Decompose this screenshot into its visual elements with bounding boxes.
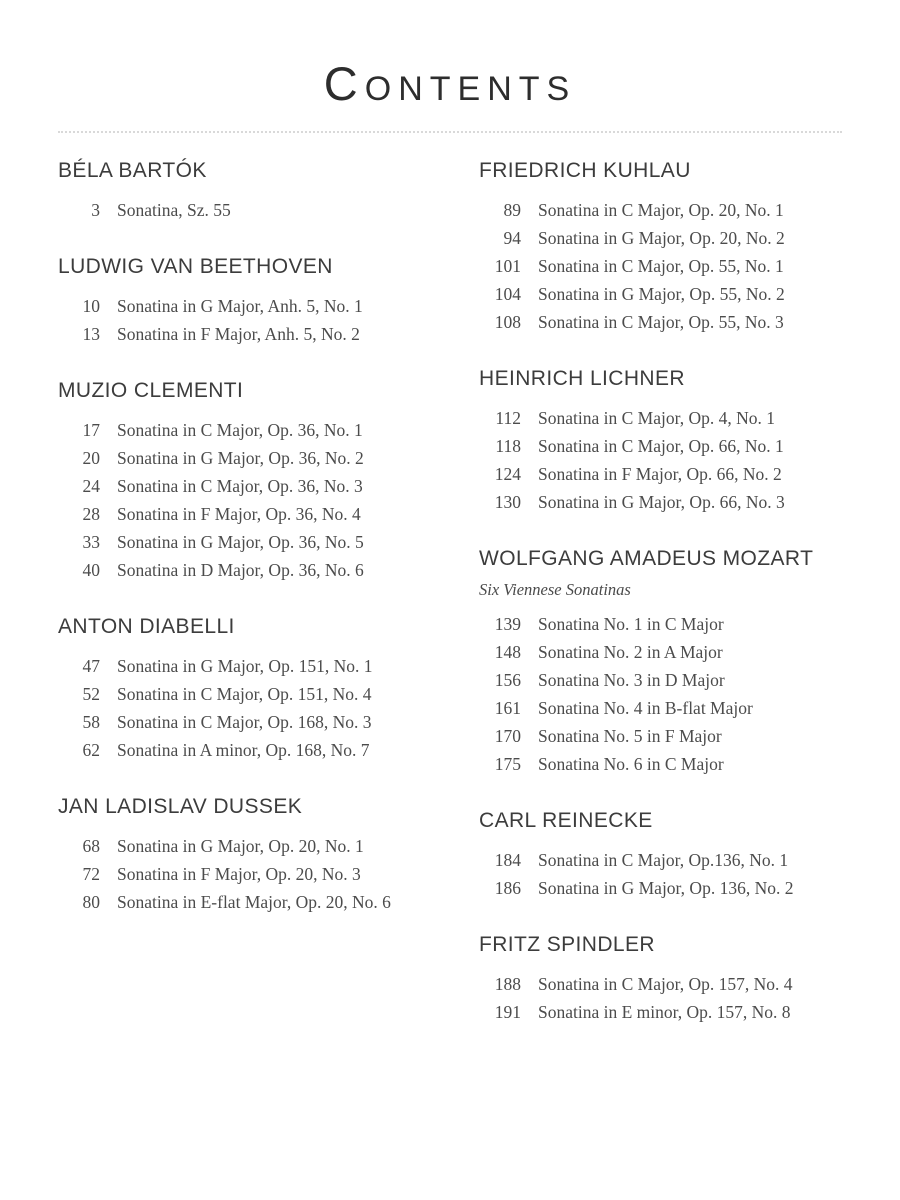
entry-title: Sonatina in E-flat Major, Op. 20, No. 6 bbox=[117, 892, 391, 912]
entry-page-number: 118 bbox=[495, 436, 521, 456]
entry-title: Sonatina in C Major, Op. 36, No. 1 bbox=[117, 420, 363, 440]
entry-title: Sonatina in F Major, Anh. 5, No. 2 bbox=[117, 324, 360, 344]
composer-section-beethoven bbox=[58, 255, 433, 348]
composer-section-spindler bbox=[479, 933, 842, 1026]
toc-entry bbox=[479, 196, 842, 224]
entry-title: Sonatina in F Major, Op. 66, No. 2 bbox=[538, 464, 782, 484]
composer-section-clementi bbox=[58, 379, 433, 584]
entry-page-number: 130 bbox=[494, 492, 521, 512]
toc-entry bbox=[58, 320, 433, 348]
entry-page-number: 108 bbox=[494, 312, 521, 332]
toc-entry bbox=[479, 280, 842, 308]
entry-page-number: 62 bbox=[82, 740, 100, 760]
toc-entry bbox=[479, 874, 842, 902]
toc-entry bbox=[479, 970, 842, 998]
composer-name: CARL REINECKE bbox=[479, 809, 653, 832]
entry-page-number: 40 bbox=[82, 560, 100, 580]
entry-page-number: 184 bbox=[494, 850, 521, 870]
entry-page-number: 13 bbox=[82, 324, 100, 344]
entry-page-number: 3 bbox=[91, 200, 100, 220]
entry-page-number: 186 bbox=[494, 878, 521, 898]
entry-title: Sonatina in C Major, Op. 168, No. 3 bbox=[117, 712, 372, 732]
toc-entry bbox=[58, 680, 433, 708]
entry-title: Sonatina in C Major, Op. 55, No. 1 bbox=[538, 256, 784, 276]
entry-title: Sonatina in C Major, Op. 4, No. 1 bbox=[538, 408, 775, 428]
entry-page-number: 170 bbox=[494, 726, 521, 746]
toc-column-left bbox=[58, 159, 433, 1057]
entry-title: Sonatina No. 1 in C Major bbox=[538, 614, 724, 634]
toc-entry bbox=[58, 444, 433, 472]
entry-page-number: 47 bbox=[82, 656, 100, 676]
entry-page-number: 52 bbox=[82, 684, 100, 704]
entry-title: Sonatina in C Major, Op.136, No. 1 bbox=[538, 850, 789, 870]
toc-entry bbox=[479, 722, 842, 750]
entry-page-number: 139 bbox=[494, 614, 521, 634]
entry-page-number: 124 bbox=[494, 464, 521, 484]
toc-entry bbox=[479, 252, 842, 280]
toc-entry bbox=[58, 708, 433, 736]
entry-title: Sonatina in G Major, Op. 20, No. 1 bbox=[117, 836, 364, 856]
toc-entry bbox=[58, 888, 433, 916]
entry-title: Sonatina No. 5 in F Major bbox=[538, 726, 722, 746]
toc-entry bbox=[479, 610, 842, 638]
entry-page-number: 89 bbox=[503, 200, 521, 220]
entry-title: Sonatina No. 2 in A Major bbox=[538, 642, 723, 662]
composer-name: JAN LADISLAV DUSSEK bbox=[58, 795, 303, 818]
entry-page-number: 72 bbox=[82, 864, 100, 884]
entry-title: Sonatina No. 4 in B-flat Major bbox=[538, 698, 753, 718]
entry-page-number: 156 bbox=[494, 670, 521, 690]
entry-title: Sonatina in E minor, Op. 157, No. 8 bbox=[538, 1002, 791, 1022]
composer-name: FRITZ SPINDLER bbox=[479, 933, 655, 956]
toc-entry bbox=[58, 832, 433, 860]
composer-section-bartok bbox=[58, 159, 433, 224]
composer-name: WOLFGANG AMADEUS MOZART bbox=[479, 547, 814, 570]
composer-section-lichner bbox=[479, 367, 842, 516]
composer-name: ANTON DIABELLI bbox=[58, 615, 235, 638]
dotted-divider bbox=[58, 131, 842, 133]
entry-title: Sonatina in G Major, Op. 151, No. 1 bbox=[117, 656, 373, 676]
toc-entry bbox=[479, 460, 842, 488]
entry-title: Sonatina in G Major, Op. 20, No. 2 bbox=[538, 228, 785, 248]
entry-page-number: 80 bbox=[82, 892, 100, 912]
section-subtitle: Six Viennese Sonatinas bbox=[479, 580, 631, 599]
entry-page-number: 101 bbox=[494, 256, 521, 276]
entry-page-number: 33 bbox=[82, 532, 100, 552]
composer-section-diabelli bbox=[58, 615, 433, 764]
composer-section-kuhlau bbox=[479, 159, 842, 336]
entry-page-number: 68 bbox=[82, 836, 100, 856]
entry-title: Sonatina No. 6 in C Major bbox=[538, 754, 724, 774]
entry-title: Sonatina in D Major, Op. 36, No. 6 bbox=[117, 560, 364, 580]
toc-entry bbox=[58, 556, 433, 584]
page-title: CONTENTS bbox=[323, 57, 577, 110]
toc-entry bbox=[58, 860, 433, 888]
toc-entry bbox=[58, 196, 433, 224]
composer-section-reinecke bbox=[479, 809, 842, 902]
toc-entry bbox=[479, 432, 842, 460]
composer-name: HEINRICH LICHNER bbox=[479, 367, 685, 390]
entry-title: Sonatina in G Major, Op. 36, No. 2 bbox=[117, 448, 364, 468]
entry-title: Sonatina in C Major, Op. 157, No. 4 bbox=[538, 974, 793, 994]
entry-title: Sonatina in G Major, Op. 36, No. 5 bbox=[117, 532, 364, 552]
toc-entry bbox=[58, 652, 433, 680]
entry-title: Sonatina in F Major, Op. 36, No. 4 bbox=[117, 504, 361, 524]
entry-title: Sonatina in C Major, Op. 151, No. 4 bbox=[117, 684, 372, 704]
toc-entry bbox=[479, 694, 842, 722]
entry-title: Sonatina in A minor, Op. 168, No. 7 bbox=[117, 740, 370, 760]
entry-title: Sonatina in C Major, Op. 66, No. 1 bbox=[538, 436, 784, 456]
entry-title: Sonatina in G Major, Anh. 5, No. 1 bbox=[117, 296, 363, 316]
toc-entry bbox=[58, 416, 433, 444]
toc-entry bbox=[479, 224, 842, 252]
entry-page-number: 28 bbox=[82, 504, 100, 524]
entry-page-number: 188 bbox=[494, 974, 521, 994]
toc-entry bbox=[479, 666, 842, 694]
entry-page-number: 161 bbox=[494, 698, 521, 718]
composer-name: BÉLA BARTÓK bbox=[58, 159, 207, 182]
entry-page-number: 175 bbox=[494, 754, 521, 774]
composer-section-mozart bbox=[479, 547, 842, 778]
entry-page-number: 24 bbox=[82, 476, 100, 496]
entry-page-number: 148 bbox=[494, 642, 521, 662]
entry-page-number: 58 bbox=[82, 712, 100, 732]
entry-page-number: 17 bbox=[82, 420, 100, 440]
entry-title: Sonatina No. 3 in D Major bbox=[538, 670, 725, 690]
entry-title: Sonatina in G Major, Op. 136, No. 2 bbox=[538, 878, 794, 898]
toc-entry bbox=[479, 404, 842, 432]
entry-page-number: 10 bbox=[82, 296, 100, 316]
entry-title: Sonatina in C Major, Op. 36, No. 3 bbox=[117, 476, 363, 496]
toc-entry bbox=[58, 528, 433, 556]
entry-title: Sonatina in G Major, Op. 66, No. 3 bbox=[538, 492, 785, 512]
toc-entry bbox=[479, 308, 842, 336]
entry-page-number: 191 bbox=[494, 1002, 521, 1022]
toc-entry bbox=[479, 846, 842, 874]
toc-entry bbox=[58, 736, 433, 764]
entry-title: Sonatina in G Major, Op. 55, No. 2 bbox=[538, 284, 785, 304]
toc-columns bbox=[58, 159, 842, 1057]
entry-page-number: 20 bbox=[82, 448, 100, 468]
toc-entry bbox=[479, 638, 842, 666]
toc-entry bbox=[479, 488, 842, 516]
toc-entry bbox=[479, 998, 842, 1026]
toc-entry bbox=[58, 292, 433, 320]
entry-page-number: 94 bbox=[503, 228, 521, 248]
composer-name: MUZIO CLEMENTI bbox=[58, 379, 244, 402]
entry-title: Sonatina in C Major, Op. 55, No. 3 bbox=[538, 312, 784, 332]
composer-name: FRIEDRICH KUHLAU bbox=[479, 159, 691, 182]
toc-entry bbox=[479, 750, 842, 778]
composer-section-dussek bbox=[58, 795, 433, 916]
entry-page-number: 112 bbox=[495, 408, 521, 428]
entry-title: Sonatina, Sz. 55 bbox=[117, 200, 231, 220]
entry-page-number: 104 bbox=[494, 284, 521, 304]
entry-title: Sonatina in C Major, Op. 20, No. 1 bbox=[538, 200, 784, 220]
toc-column-right bbox=[467, 159, 842, 1057]
composer-name: LUDWIG VAN BEETHOVEN bbox=[58, 255, 333, 278]
toc-entry bbox=[58, 472, 433, 500]
entry-title: Sonatina in F Major, Op. 20, No. 3 bbox=[117, 864, 361, 884]
toc-entry bbox=[58, 500, 433, 528]
